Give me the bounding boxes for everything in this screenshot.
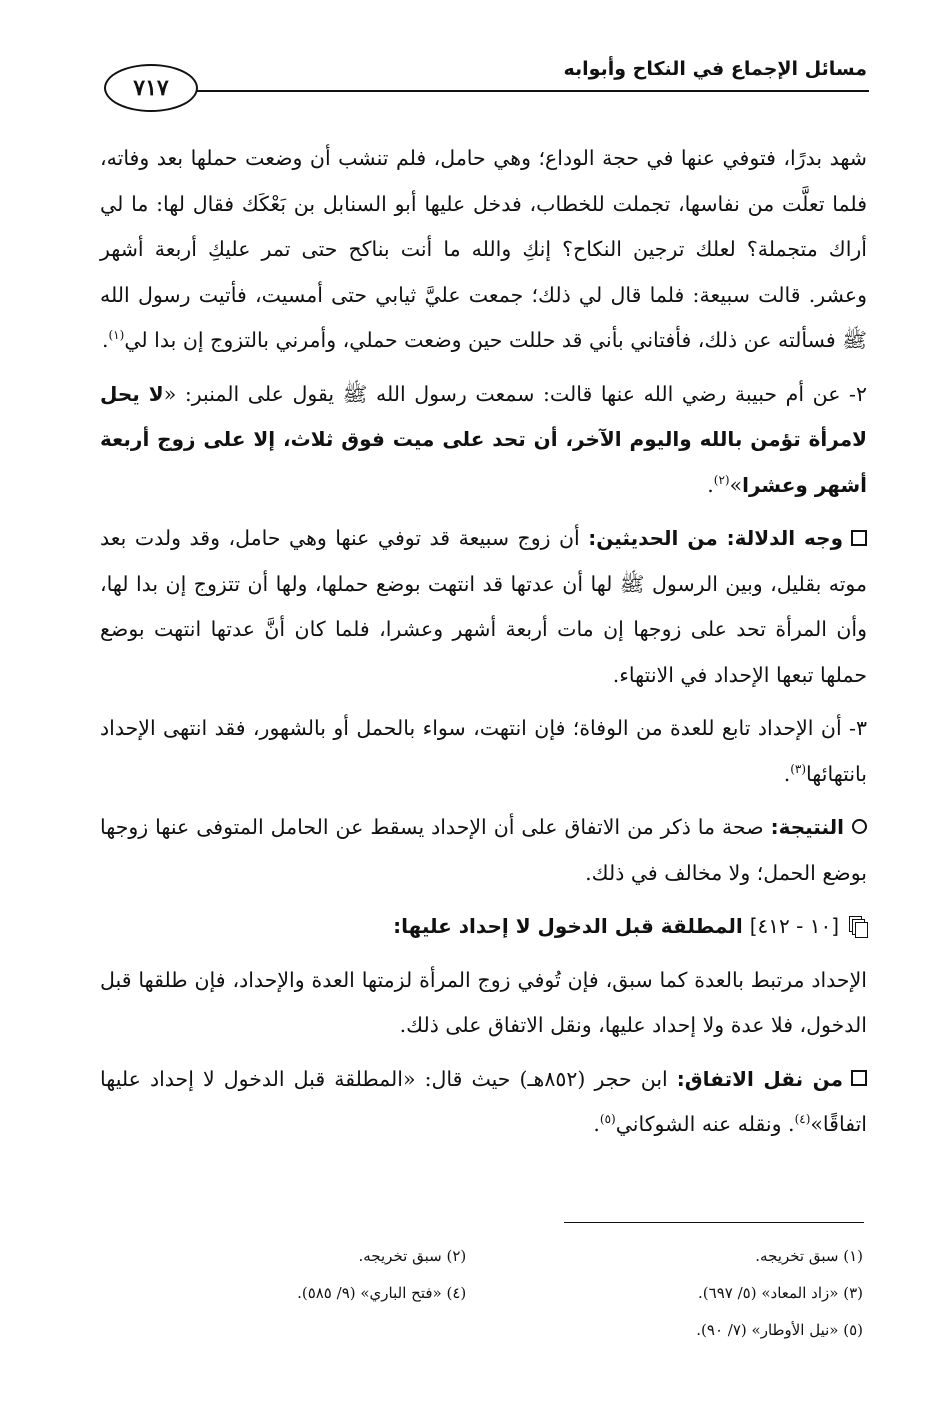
footnote-ref: (٢) — [713, 472, 730, 487]
footnote-ref: (٣) — [790, 761, 807, 776]
footnote-5: (٥) «نيل الأوطار» (٧/ ٩٠). — [696, 1321, 863, 1339]
quote-close: » — [729, 472, 743, 497]
paragraph-mourning-intro — [100, 958, 867, 1049]
hadith-text: لا يحل لامرأة تؤمن بالله واليوم الآخر، أن تحد على ميت فوق ثلاث، إلا على زوج أربعة أشهر وعشرا — [100, 381, 867, 497]
paragraph-mid: . ونقله عنه الشوكاني — [615, 1112, 795, 1136]
paragraph-result — [100, 805, 867, 896]
footnotes — [100, 1238, 863, 1349]
paragraph-evidence — [100, 516, 867, 698]
paragraph-hadith-umm-habiba — [100, 372, 867, 509]
documents-icon — [849, 916, 867, 936]
footnote-3: (٣) «زاد المعاد» (٥/ ٦٩٧). — [698, 1284, 863, 1302]
paragraph-end: . — [593, 1112, 600, 1136]
page-number-badge: ٧١٧ — [104, 64, 198, 112]
paragraph-text: أن زوج سبيعة قد توفي عنها وهي حامل، وقد ولدت بعد موته بقليل، وبين الرسول ﷺ لها أن عدتها قد انتهت بوضع حملها، ولها أن تتزوج إن بدا لها، وأن المرأة تحد على زوجها إن مات أربعة أشهر وعشرا، فلما كان أنَّ عدتها انتهت بوضع حملها تبعها الإحداد في الانتهاء. — [100, 526, 867, 687]
paragraph-text: الإحداد مرتبط بالعدة كما سبق، فإن تُوفي زوج المرأة لزمتها العدة والإحداد، فإن طلقها قبل الدخول، فلا عدة ولا إحداد عليها، ونقل الاتفاق على ذلك. — [100, 967, 867, 1037]
paragraph-text: صحة ما ذكر من الاتفاق على أن الإحداد يسقط عن الحامل المتوفى عنها زوجها بوضع الحمل؛ ولا مخالف في ذلك. — [100, 815, 867, 885]
footnote-separator — [564, 1222, 864, 1223]
paragraph-transmitters — [100, 1057, 867, 1148]
footnote-ref: (١) — [108, 328, 125, 343]
header-rule — [192, 90, 869, 92]
paragraph-end: . — [707, 472, 714, 497]
paragraph-text: ٣- أن الإحداد تابع للعدة من الوفاة؛ فإن انتهت، سواء بالحمل أو بالشهور، فقد انتهى الإحداد بانتهائها — [100, 716, 867, 786]
section-title: المطلقة قبل الدخول لا إحداد عليها: — [393, 914, 750, 938]
square-bullet-icon — [851, 530, 867, 546]
footnote-4: (٤) «فتح الباري» (٩/ ٥٨٥). — [297, 1284, 467, 1302]
footnote-2: (٢) سبق تخريجه. — [358, 1247, 467, 1265]
transmitters-label: من نقل الاتفاق: — [676, 1066, 843, 1091]
paragraph-hadith-subaia — [100, 136, 867, 364]
footnote-row — [100, 1275, 863, 1312]
footnote-row — [100, 1312, 863, 1349]
footnote-1: (١) سبق تخريجه. — [755, 1247, 863, 1265]
result-label: النتيجة: — [770, 815, 844, 839]
paragraph-end: . — [101, 328, 109, 352]
paragraph-lead: ٢- عن أم حبيبة رضي الله عنها قالت: سمعت رسول الله ﷺ يقول على المنبر: « — [163, 381, 867, 406]
section-number: [١٠ - ٤١٢] — [749, 914, 839, 938]
section-heading — [100, 904, 867, 950]
footnote-empty — [100, 1312, 466, 1349]
footnote-row — [100, 1238, 863, 1275]
evidence-label: وجه الدلالة: من الحديثين: — [588, 526, 844, 550]
footnote-ref: (٤) — [794, 1112, 811, 1127]
paragraph-point-3 — [100, 706, 867, 797]
paragraph-text: شهد بدرًا، فتوفي عنها في حجة الوداع؛ وهي حامل، فلم تنشب أن وضعت حملها بعد وفاته، فلما تعلَّت من نفاسها، تجملت للخطاب، فدخل عليها أبو السنابل بن بَعْكَك فقال لها: ما لي أراك متجملة؟ لعلك ترجين النكاح؟ إنكِ والله ما أنت بناكح حتى تمر عليكِ أربعة أشهر وعشر. قالت سبيعة: فلما قال لي ذلك؛ جمعت عليَّ ثيابي حتى أمسيت، فأتيت رسول الله ﷺ فسألته عن ذلك، فأفتاني بأني قد حللت حين وضعت حملي، وأمرني بالتزوج إن بدا لي — [100, 146, 867, 352]
footnote-ref: (٥) — [599, 1112, 616, 1127]
paragraph-text: ابن حجر (٨٥٢هـ) حيث قال: «المطلقة قبل الدخول لا إحداد عليها اتفاقًا» — [100, 1066, 867, 1136]
square-bullet-icon — [851, 1070, 867, 1086]
main-text — [100, 136, 867, 1154]
running-header-title: مسائل الإجماع في النكاح وأبوابه — [563, 58, 867, 80]
paragraph-end: . — [783, 761, 791, 786]
circle-bullet-icon — [852, 819, 867, 834]
